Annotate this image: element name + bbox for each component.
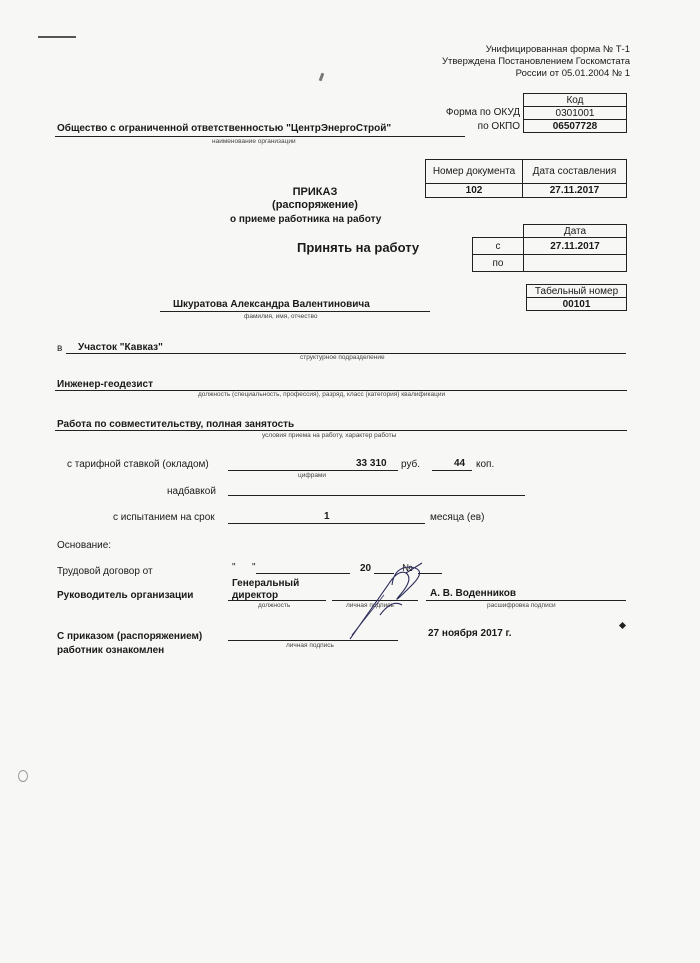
form-header [330, 44, 630, 80]
division-caption: структурное подразделение [300, 354, 385, 361]
acquaint-label: С приказом (распоряжением) работник ознакомлен [57, 631, 203, 656]
probation-unit: месяца (ев) [430, 512, 485, 523]
probation-label: с испытанием на срок [113, 512, 215, 523]
manager-position-line [228, 600, 326, 601]
date-to-value [523, 254, 627, 272]
contract-quote-close: " [252, 562, 256, 573]
salary-rub-line [228, 470, 398, 471]
conditions-value: Работа по совместительству, полная занятость [57, 419, 295, 430]
okud-value: 0301001 [523, 106, 627, 120]
date-from-label: с [472, 237, 524, 255]
employee-name-line [160, 311, 430, 312]
form-header-line-2: Утверждена Постановлением Госкомстата [441, 56, 630, 67]
organization-name: Общество с ограниченной ответственностью "ЦентрЭнергоСтрой" [57, 123, 392, 134]
order-action: Принять на работу [297, 240, 420, 255]
organization-line [55, 136, 465, 137]
order-subject: о приеме работника на работу [230, 214, 382, 225]
contract-date-line [256, 573, 350, 574]
form-header-line-1: Унифицированная форма № Т-1 [485, 44, 630, 55]
doc-number-header: Номер документа [425, 159, 523, 184]
code-header: Код [523, 93, 627, 107]
position-caption: должность (специальность, профессия), разряд, класс (категория) квалификации [198, 391, 446, 398]
scan-mark [18, 770, 28, 782]
acquaint-signature-line [228, 640, 398, 641]
contract-year-prefix: 20 [360, 563, 372, 574]
doc-date-header: Дата составления [522, 159, 627, 184]
contract-quote-open: " [232, 562, 236, 573]
manager-position: Генеральный директор [232, 578, 300, 601]
salary-kop-line [432, 470, 472, 471]
probation-value: 1 [324, 511, 330, 522]
manager-name: А. В. Воденников [430, 588, 517, 599]
position-value: Инженер-геодезист [57, 379, 153, 390]
tab-number-header: Табельный номер [526, 284, 627, 298]
scan-mark [319, 73, 325, 82]
okpo-value: 06507728 [523, 119, 627, 133]
order-title-main: ПРИКАЗ [292, 186, 338, 198]
salary-caption: цифрами [298, 472, 327, 479]
contract-label: Трудовой договор от [57, 566, 153, 577]
conditions-line [55, 430, 627, 431]
employee-name-caption: фамилия, имя, отчество [244, 313, 318, 320]
salary-rub-label: руб. [401, 459, 421, 470]
conditions-caption: условия приема на работу, характер работы [262, 432, 397, 439]
salary-kop-value: 44 [454, 458, 466, 469]
manager-signature-caption: личная подпись [346, 602, 394, 609]
date-to-label: по [472, 254, 524, 272]
date-header: Дата [523, 224, 627, 238]
date-from-value: 27.11.2017 [523, 237, 627, 255]
division-value: Участок "Кавказ" [78, 342, 163, 353]
scan-mark [38, 36, 76, 38]
bonus-label: надбавкой [167, 486, 216, 497]
probation-line [228, 523, 425, 524]
contract-number-sign: № [402, 563, 413, 574]
okpo-label: по ОКПО [477, 121, 520, 132]
salary-kop-label: коп. [476, 459, 495, 470]
form-header-line-3: России от 05.01.2004 № 1 [515, 68, 630, 79]
manager-name-line [426, 600, 626, 601]
employee-name: Шкуратова Александра Валентиновича [173, 299, 370, 310]
tab-number-value: 00101 [526, 297, 627, 311]
order-title [240, 186, 390, 212]
manager-label: Руководитель организации [57, 590, 194, 601]
scan-mark [619, 622, 626, 629]
organization-caption: наименование организации [212, 138, 296, 145]
order-title-sub: (распоряжение) [272, 199, 358, 211]
acquaint-date: 27 ноября 2017 г. [428, 628, 512, 639]
okud-label: Форма по ОКУД [445, 107, 520, 118]
doc-number-value: 102 [425, 183, 523, 198]
bonus-line [228, 495, 525, 496]
salary-rub-value: 33 310 [356, 458, 387, 469]
manager-name-caption: расшифровка подписи [487, 602, 556, 609]
doc-date-value: 27.11.2017 [522, 183, 627, 198]
manager-position-caption: должность [258, 602, 291, 609]
acquaint-signature-caption: личная подпись [286, 642, 334, 649]
division-prefix: в [57, 343, 63, 354]
salary-label: с тарифной ставкой (окладом) [67, 459, 209, 470]
handwritten-signature [340, 555, 435, 645]
basis-label: Основание: [57, 540, 112, 551]
